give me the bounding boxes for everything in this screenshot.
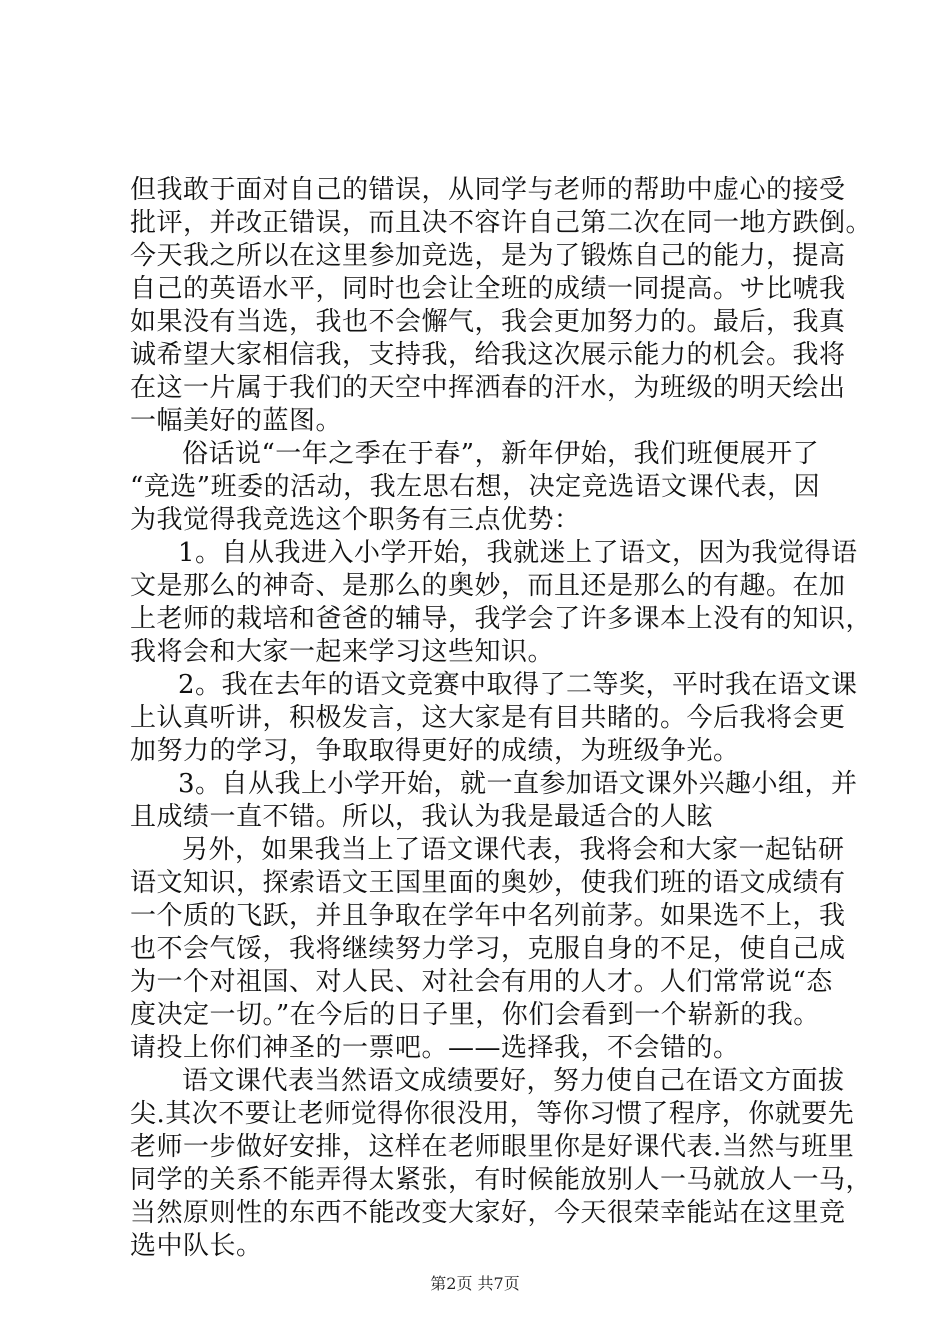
text-line: 上认真听讲，积极发言，这大家是有目共睹的。今后我将会更 (130, 703, 846, 733)
paragraph-start-line: 另外，如果我当上了语文课代表，我将会和大家一起钻研 (182, 835, 845, 865)
text-line: 尖.其次不要让老师觉得你很没用，等你习惯了程序，你就要先 (130, 1099, 855, 1129)
text-line: 为一个对祖国、对人民、对社会有用的人才。人们常常说“态 (130, 967, 833, 997)
text-line: 加努力的学习，争取取得更好的成绩，为班级争光。 (130, 736, 740, 766)
text-line: 我将会和大家一起来学习这些知识。 (130, 637, 555, 667)
text-line: 一个质的飞跃，并且争取在学年中名列前茅。如果选不上，我 (130, 901, 846, 931)
text-line: 诚希望大家相信我，支持我，给我这次展示能力的机会。我将 (130, 340, 846, 370)
text-line: 如果没有当选，我也不会懈气，我会更加努力的。最后，我真 (130, 307, 846, 337)
list-item-3-line: 3。自从我上小学开始，就一直参加语文课外兴趣小组，并 (178, 769, 858, 799)
text-line: 批评，并改正错误，而且决不容许自己第二次在同一地方跌倒。 (130, 208, 873, 238)
text-line: 请投上你们神圣的一票吧。——选择我，不会错的。 (130, 1033, 740, 1063)
paragraph-start-line: 俗话说“一年之季在于春”，新年伊始，我们班便展开了 (182, 439, 820, 469)
text-line: 文是那么的神奇、是那么的奥妙，而且还是那么的有趣。在加 (130, 571, 846, 601)
text-line: 当然原则性的东西不能改变大家好，今天很荣幸能站在这里竞 (130, 1198, 846, 1228)
text-line: 且成绩一直不错。所以，我认为我是最适合的人眩 (130, 802, 714, 832)
paragraph-start-line: 语文课代表当然语文成绩要好，努力使自己在语文方面拔 (182, 1066, 845, 1096)
page-number-footer: 第2页 共7页 (430, 1274, 520, 1293)
list-item-2-line: 2。我在去年的语文竞赛中取得了二等奖，平时我在语文课 (178, 670, 858, 700)
text-line: “竞选”班委的活动，我左思右想，决定竞选语文课代表，因 (130, 472, 821, 502)
text-line: 在这一片属于我们的天空中挥洒春的汗水，为班级的明天绘出 (130, 373, 846, 403)
text-line: 度决定一切。”在今后的日子里，你们会看到一个崭新的我。 (130, 1000, 820, 1030)
text-line: 今天我之所以在这里参加竞选，是为了锻炼自己的能力，提高 (130, 241, 846, 271)
text-line: 但我敢于面对自己的错误，从同学与老师的帮助中虚心的接受 (130, 175, 846, 205)
text-line: 一幅美好的蓝图。 (130, 406, 343, 436)
text-line: 为我觉得我竞选这个职务有三点优势： (130, 505, 581, 535)
text-line: 也不会气馁，我将继续努力学习，克服自身的不足，使自己成 (130, 934, 846, 964)
text-line: 语文知识，探索语文王国里面的奥妙，使我们班的语文成绩有 (130, 868, 846, 898)
text-line: 同学的关系不能弄得太紧张，有时候能放别人一马就放人一马， (130, 1165, 873, 1195)
text-line: 老师一步做好安排，这样在老师眼里你是好课代表.当然与班里 (130, 1132, 855, 1162)
text-line: 上老师的栽培和爸爸的辅导，我学会了许多课本上没有的知识， (130, 604, 873, 634)
list-item-1-line: 1。自从我进入小学开始，我就迷上了语文，因为我觉得语 (178, 538, 858, 568)
text-line: 自己的英语水平，同时也会让全班的成绩一同提高。サ比唬我 (130, 274, 846, 304)
text-line: 选中队长。 (130, 1231, 263, 1261)
